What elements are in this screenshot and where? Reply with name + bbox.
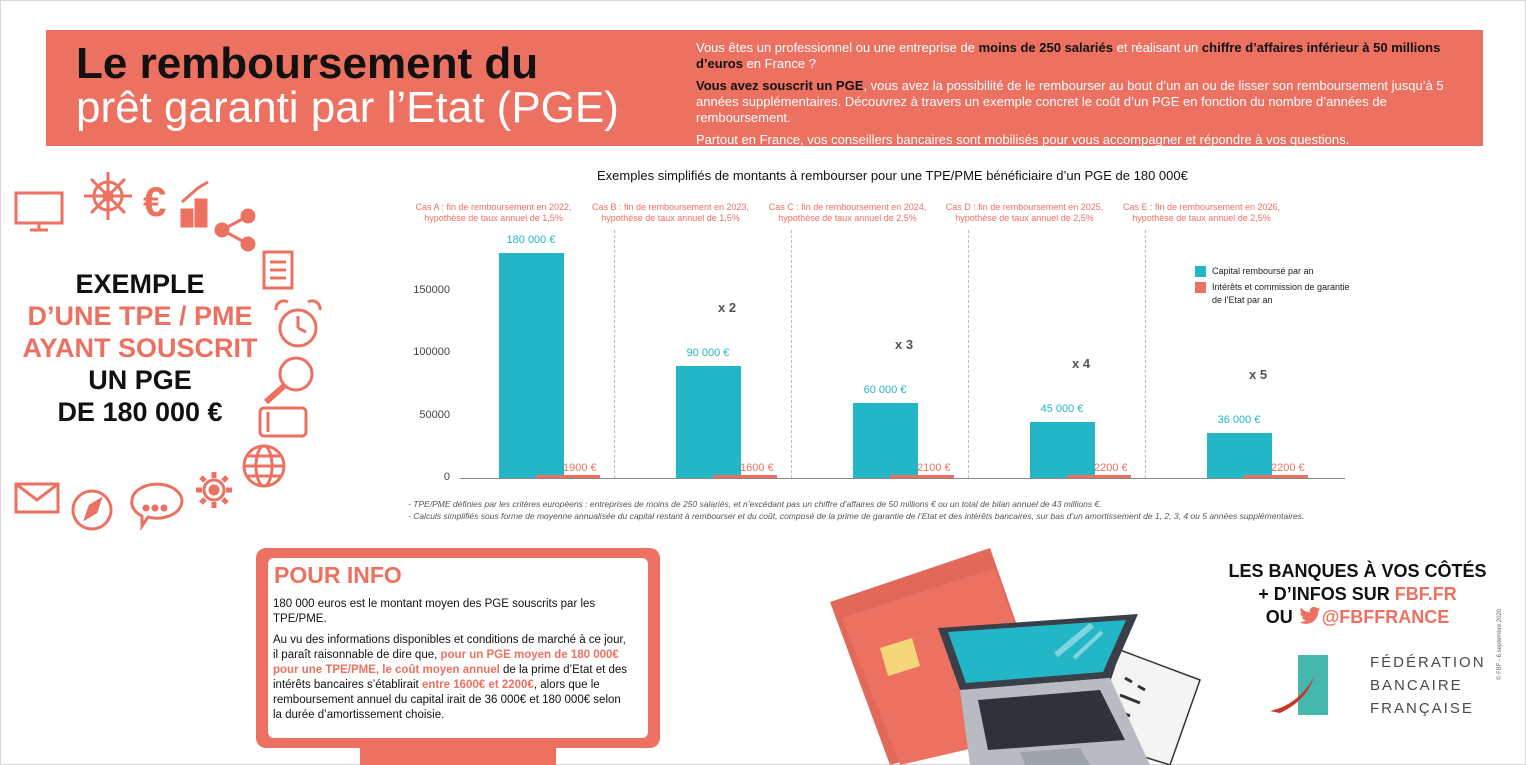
chart-title: Exemples simplifiés de montants à rembourser pour une TPE/PME bénéficiaire d’un PGE de 180 000€ [597,168,1188,183]
case-label-line: hypothèse de taux annuel de 2,5% [1132,213,1271,223]
info-title: POUR INFO [274,562,402,588]
chat-bubble-icon [132,484,182,526]
intro-paragraph-1: Vous êtes un professionnel ou une entreprise de moins de 250 salariés et réalisant un chiffre d’affaires inférieur à 50 millions d’euros en France ? [696,40,1441,71]
page-title [76,39,619,132]
bar-capital [499,253,564,478]
y-tick-label: 100000 [413,346,450,358]
contact-line-2: + D’INFOS SUR FBF.FR [1258,584,1457,604]
example-line-1: EXEMPLE [75,269,205,299]
fbf-link[interactable]: FBF.FR [1394,584,1457,604]
case-label-line: hypothèse de taux annuel de 1,5% [601,213,740,223]
bar-interets [713,475,777,478]
info-text [273,597,629,729]
case-label [759,202,936,224]
contact-block [1220,560,1495,629]
bar-capital [676,366,741,479]
logo-line-1: FÉDÉRATION [1370,654,1486,671]
monitor-stand [360,746,556,765]
case-label-line: hypothèse de taux annuel de 1,5% [424,213,563,223]
bar-interets [1244,475,1308,478]
case-label-line: Cas D : fin de remboursement en 2025, [945,202,1104,212]
bar-interets [890,475,954,478]
multiplier-label: x 4 [1072,355,1091,371]
legend-item-interets: Intérêts et commission de garantie [1195,281,1350,294]
intro-paragraph-3: Partout en France, vos conseillers bancaires sont mobilisés pour vous accompagner et répondre à vos questions. [696,132,1350,147]
clipboard-icon [264,252,292,288]
case-label [405,202,582,224]
chart-legend [1195,265,1350,307]
case-label-line: Cas C : fin de remboursement en 2024, [768,202,927,212]
case-label [582,202,759,224]
helm-icon [84,172,132,220]
multiplier-label: x 2 [718,299,737,315]
case-label-line: Cas B : fin de remboursement en 2023, [591,202,750,212]
example-line-5: DE 180 000 € [57,397,223,427]
laptop-illustration [820,540,1220,765]
info-paragraph-2: Au vu des informations disponibles et conditions de marché à ce jour, il paraît raisonnable de dire que, pour un PGE moyen de 180 000€ pour une TPE/PME, le coût moyen annuel de la prime d’Etat et des intérêts bancaires s’établirait entre 1600€ et 2200€, alors que le remboursement annuel du capital irait de 36 000€ et 180 000€ selon la durée d’amortissement choisie. [273,634,628,721]
contact-line-1: LES BANQUES À VOS CÔTÉS [1228,561,1487,581]
twitter-handle[interactable]: @FBFFRANCE [1321,607,1450,627]
example-line-3: AYANT SOUSCRIT [22,333,258,363]
info-paragraph-1: 180 000 euros est le montant moyen des PGE souscrits par les TPE/PME. [273,598,596,625]
bar-capital [1030,422,1095,478]
example-line-4: UN PGE [88,365,192,395]
logo-line-3: FRANÇAISE [1370,700,1474,717]
fbf-logo-text [1370,651,1486,720]
case-separator [968,230,969,478]
legend-item-interets-line2: de l’Etat par an [1212,295,1273,305]
growth-chart-icon [182,182,208,226]
monitor-icon [16,193,62,230]
case-label-line: Cas A : fin de remboursement en 2022, [415,202,572,212]
case-separator [1145,230,1146,478]
case-label-line: Cas E : fin de remboursement en 2026, [1122,202,1281,212]
case-separator [791,230,792,478]
contact-line-3: OU @FBFFRANCE [1265,607,1450,627]
interet-value-label: 1600 € [740,462,774,474]
bar-value-label: 90 000 € [686,346,730,359]
share-icon [216,210,254,250]
case-label [936,202,1113,224]
y-tick-label: 0 [443,471,450,483]
legend-swatch-interets [1195,282,1206,293]
bar-value-label: 45 000 € [1040,402,1084,415]
bar-value-label: 36 000 € [1217,414,1261,426]
copyright: © FBF - 6 septembre 2020 [1497,608,1503,680]
y-tick-label: 50000 [419,408,450,421]
chart-notes [408,498,1304,522]
interet-value-label: 2200 € [1271,462,1305,474]
gear-icon [196,472,232,508]
x-axis-line [460,478,1345,479]
compass-icon [73,491,111,529]
title-line-1: Le remboursement du [76,39,539,88]
info-monitor [256,548,660,748]
bar-value-label: 60 000 € [863,384,907,396]
title-line-2: prêt garanti par l’Etat (PGE) [76,83,619,132]
case-label-line: hypothèse de taux annuel de 2,5% [955,213,1094,223]
bar-capital [1207,433,1272,478]
envelope-icon [16,484,58,512]
example-callout [20,268,260,428]
euro-icon: € [143,178,167,225]
note-2: - Calculs simplifiés sous forme de moyenne annualisée du capital restant à rembourser et du coût, composé de la prime de garantie de l’Etat et des intérêts bancaires, sur bas d’un amortissement de 1, 2, 3, 4 ou 5 années supplémentaires. [408,511,1305,521]
case-separator [614,230,615,478]
multiplier-label: x 3 [895,337,914,352]
globe-icon [244,446,284,486]
multiplier-label: x 5 [1249,367,1268,382]
smartphone-icon [260,408,306,436]
interet-value-label: 2200 € [1094,462,1128,474]
magnifier-icon [266,358,312,402]
bar-interets [1067,475,1131,478]
intro-text [696,40,1471,154]
intro-paragraph-2: Vous avez souscrit un PGE, vous avez la possibilité de le rembourser au bout d’un an ou de lisser son remboursement jusqu’à 5 années supplémentaires. Découvrez à travers un exemple concret le coût d’un PGE en fonction du nombre d’années de remboursement. [696,78,1444,125]
interet-value-label: 2100 € [917,462,951,474]
bar-interets [536,475,600,478]
legend-item-capital: Capital remboursé par an [1195,265,1350,278]
legend-swatch-capital [1195,266,1206,277]
note-1: - TPE/PME définies par les critères européens : entreprises de moins de 250 salariés, et n’excédant pas un chiffre d’affaires de 50 millions € ou un total de bilan annuel de 43 millions €. [408,499,1102,509]
bar-capital [853,403,918,478]
case-label [1113,202,1290,224]
y-tick-label: 150000 [413,283,450,296]
example-line-2: D’UNE TPE / PME [27,301,253,331]
alarm-clock-icon [276,301,320,346]
interet-value-label: 1900 € [563,462,597,474]
bar-value-label: 180 000 € [506,234,556,246]
fbf-logo-icon [1268,655,1330,717]
case-label-line: hypothèse de taux annuel de 2,5% [778,213,917,223]
logo-line-2: BANCAIRE [1370,677,1463,694]
twitter-icon [1298,606,1322,625]
header-banner [46,30,1483,146]
